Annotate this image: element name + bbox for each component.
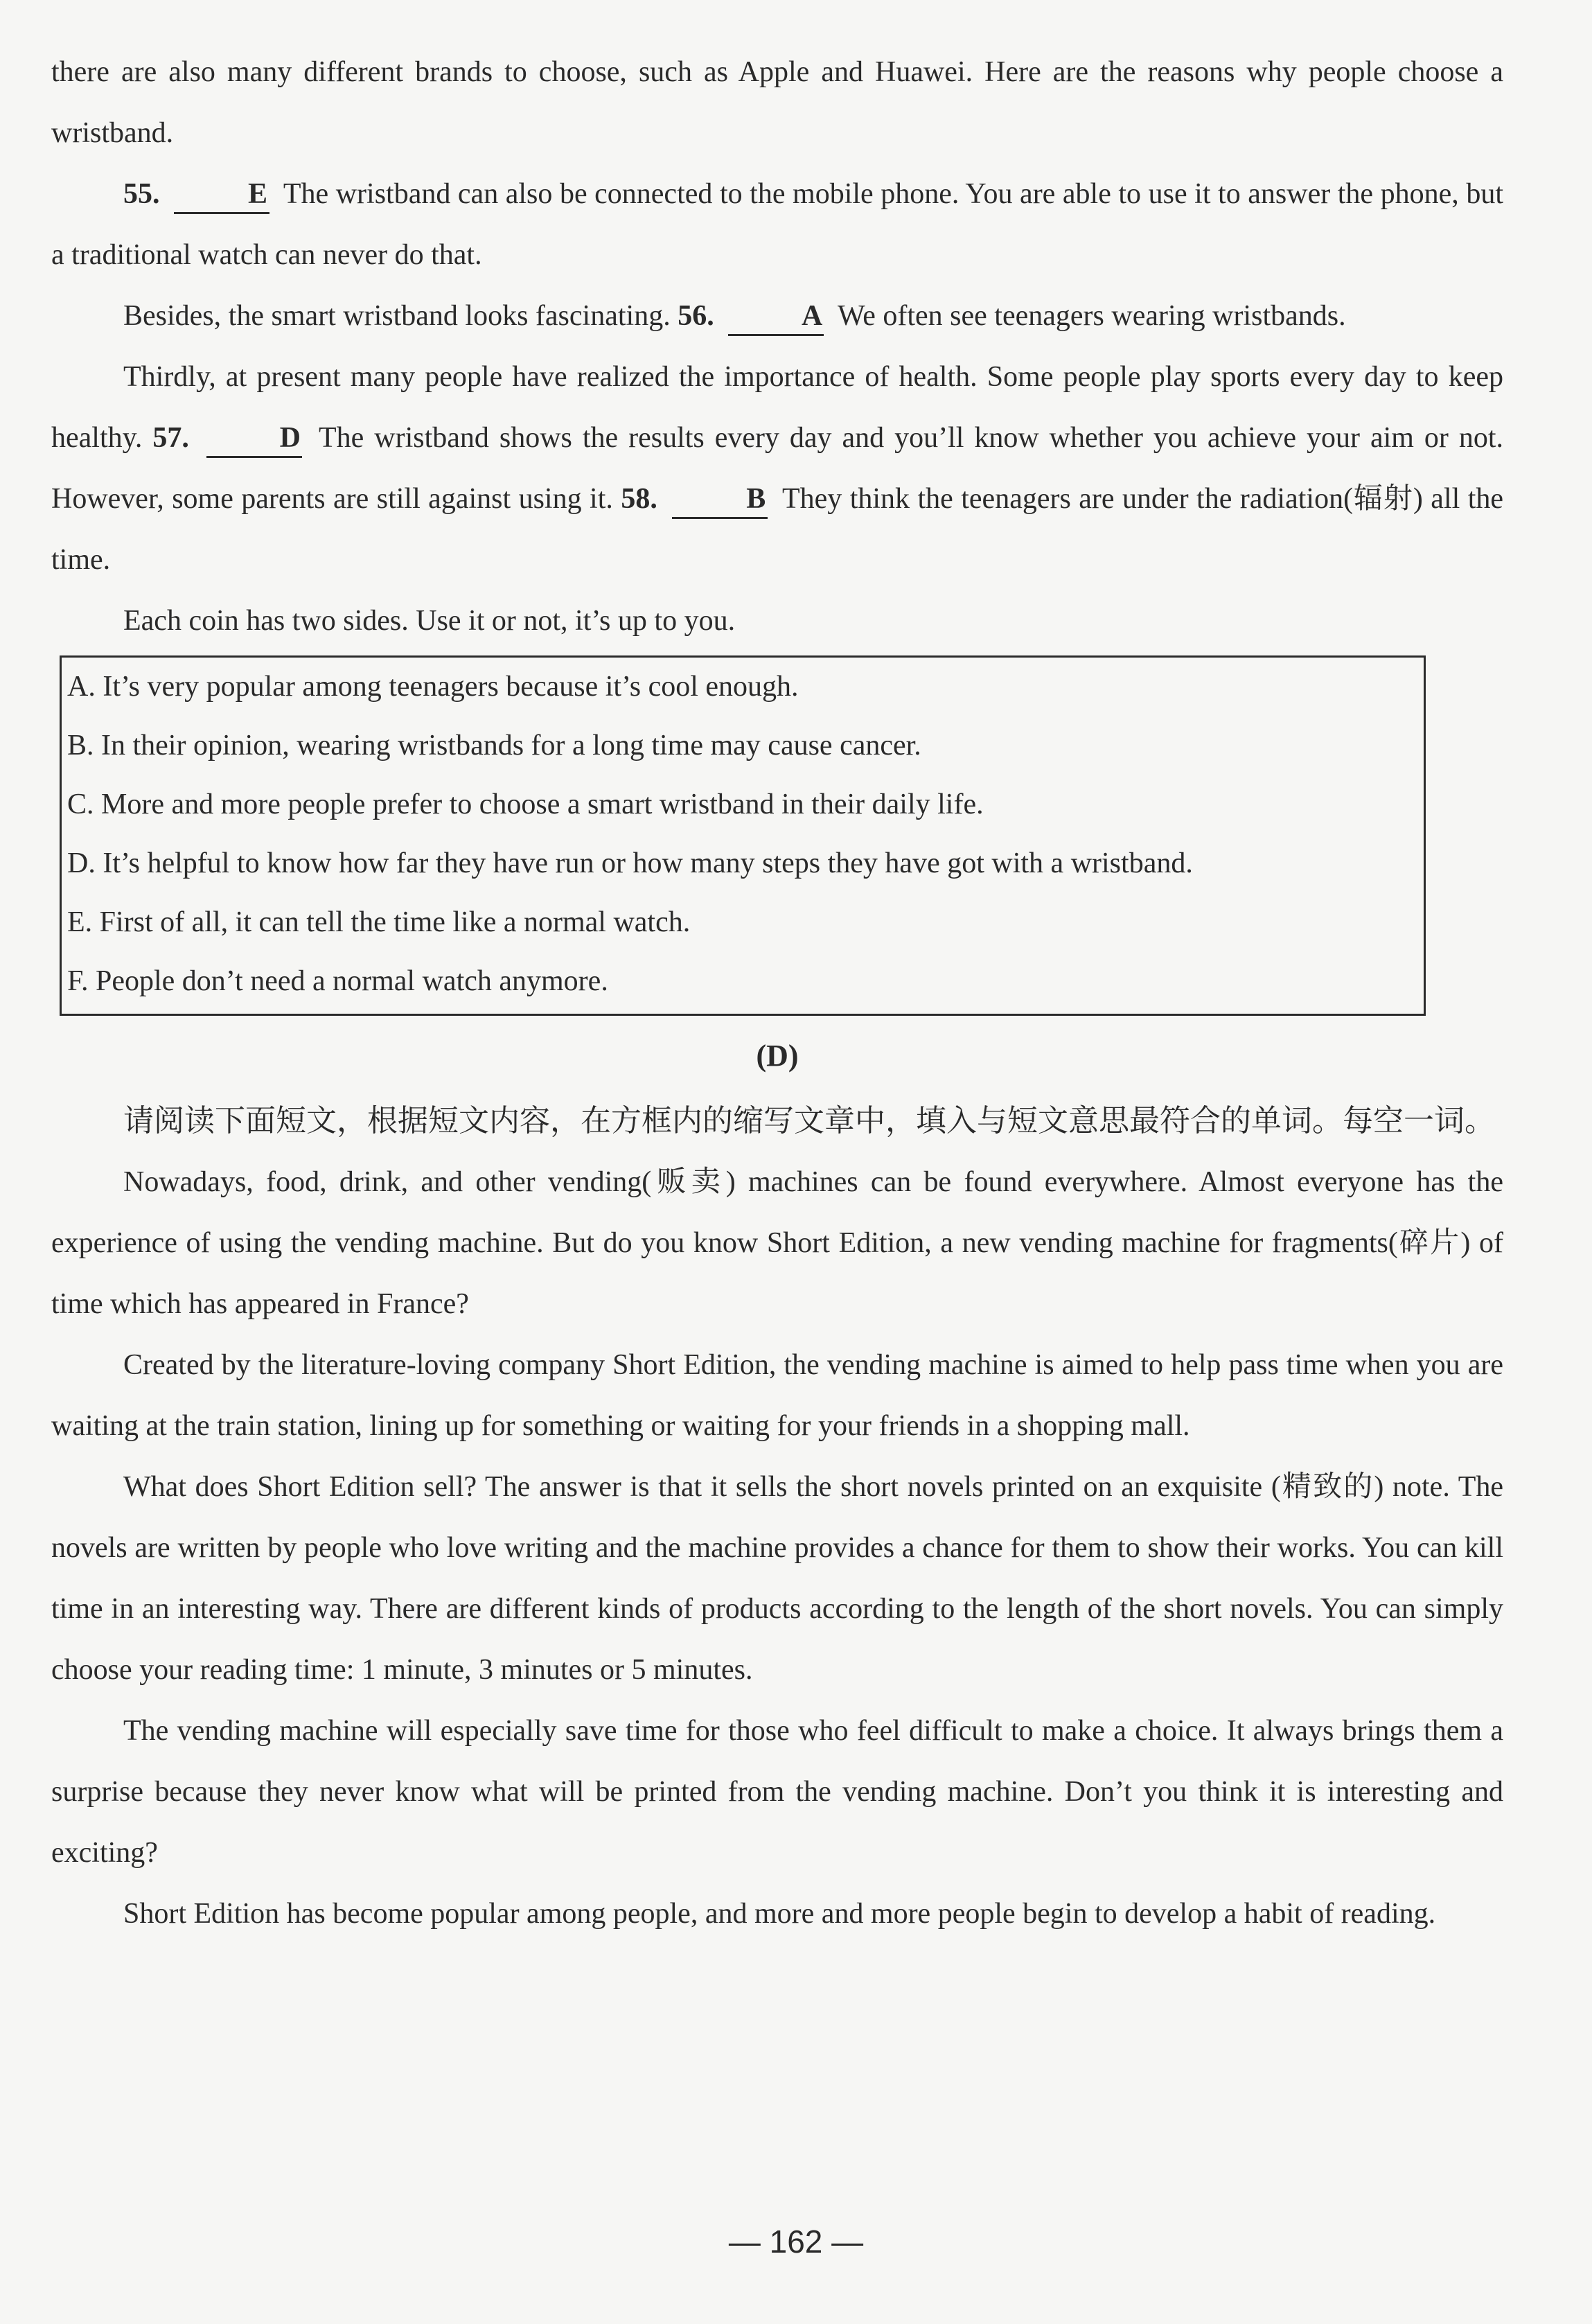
question-56-answer[interactable]: A bbox=[728, 298, 824, 336]
question-55-answer[interactable]: E bbox=[174, 176, 269, 214]
question-57-text: The wristband shows the results every day and you’ll know whether you achieve your aim or not. However, some parents are still against using it. bbox=[51, 422, 1503, 515]
closing-line: Each coin has two sides. Use it or not, it’s up to you. bbox=[123, 605, 736, 637]
question-58-number: 58. bbox=[621, 483, 657, 515]
page-number: — 162 — bbox=[728, 2224, 864, 2260]
options-box bbox=[60, 655, 1426, 1016]
passage-d-paragraph-4: The vending machine will especially save time for those who feel difficult to make a choice. It always brings them a surprise because they never know what will be printed from the vending machine. Don’t you think it is interesting and exciting? bbox=[51, 1715, 1503, 1869]
question-55-paragraph bbox=[51, 164, 1503, 285]
question-58-answer[interactable]: B bbox=[672, 481, 768, 519]
question-57-answer[interactable]: D bbox=[206, 420, 302, 458]
passage-c-intro: there are also many different brands to choose, such as Apple and Huawei. Here are the reasons why people choose a wristband. bbox=[51, 56, 1503, 149]
section-d-instruction: 请阅读下面短文，根据短文内容，在方框内的缩写文章中，填入与短文意思最符合的单词。每空一词。 bbox=[123, 1103, 1495, 1138]
option-c: C. More and more people prefer to choose a smart wristband in their daily life. bbox=[67, 789, 984, 820]
option-e: E. First of all, it can tell the time like a normal watch. bbox=[67, 906, 691, 938]
question-58-text: They think the teenagers are under the radiation(辐射) all the time. bbox=[51, 483, 1504, 576]
option-d: D. It’s helpful to know how far they have run or how many steps they have got with a wristband. bbox=[67, 847, 1193, 879]
section-d-title: (D) bbox=[756, 1039, 799, 1073]
option-b: B. In their opinion, wearing wristbands for a long time may cause cancer. bbox=[67, 730, 921, 762]
passage-d-paragraph-2: Created by the literature-loving company Short Edition, the vending machine is aimed to help pass time when you are waiting at the train station, lining up for something or waiting for your friends in a shopping mall. bbox=[51, 1349, 1503, 1442]
option-a: A. It’s very popular among teenagers because it’s cool enough. bbox=[67, 671, 799, 703]
question-56-text: We often see teenagers wearing wristbands. bbox=[837, 300, 1346, 332]
question-57-number: 57. bbox=[152, 422, 189, 454]
question-55-text: The wristband can also be connected to the mobile phone. You are able to use it to answer the phone, but a traditional watch can never do that. bbox=[51, 178, 1503, 271]
page-content bbox=[51, 42, 1503, 1944]
paragraph-3-lead: Thirdly, at present many people have realized the importance of health. Some people play sports every day to keep healthy. bbox=[51, 361, 1503, 454]
paragraph-2-lead: Besides, the smart wristband looks fascinating. bbox=[123, 300, 671, 332]
question-55-number: 55. bbox=[123, 178, 160, 210]
question-56-number: 56. bbox=[678, 300, 714, 332]
question-57-58-paragraph bbox=[51, 346, 1503, 590]
passage-d-paragraph-1: Nowadays, food, drink, and other vending(贩卖) machines can be found everywhere. Almost everyone has the experience of using the vending machine. But do you know Short Edition, a new vending machine for fragments(碎片) of time which has appeared in France? bbox=[51, 1166, 1503, 1320]
passage-d-paragraph-3: What does Short Edition sell? The answer is that it sells the short novels printed on an exquisite (精致的) note. The novels are written by people who love writing and the machine provides a chance for them to show their works. You can kill time in an interesting way. There are different kinds of products according to the length of the short novels. You can simply choose your reading time: 1 minute, 3 minutes or 5 minutes. bbox=[51, 1471, 1503, 1686]
option-f: F. People don’t need a normal watch anymore. bbox=[67, 965, 608, 997]
passage-d-paragraph-5: Short Edition has become popular among people, and more and more people begin to develop a habit of reading. bbox=[123, 1898, 1436, 1930]
question-56-paragraph bbox=[51, 285, 1503, 346]
